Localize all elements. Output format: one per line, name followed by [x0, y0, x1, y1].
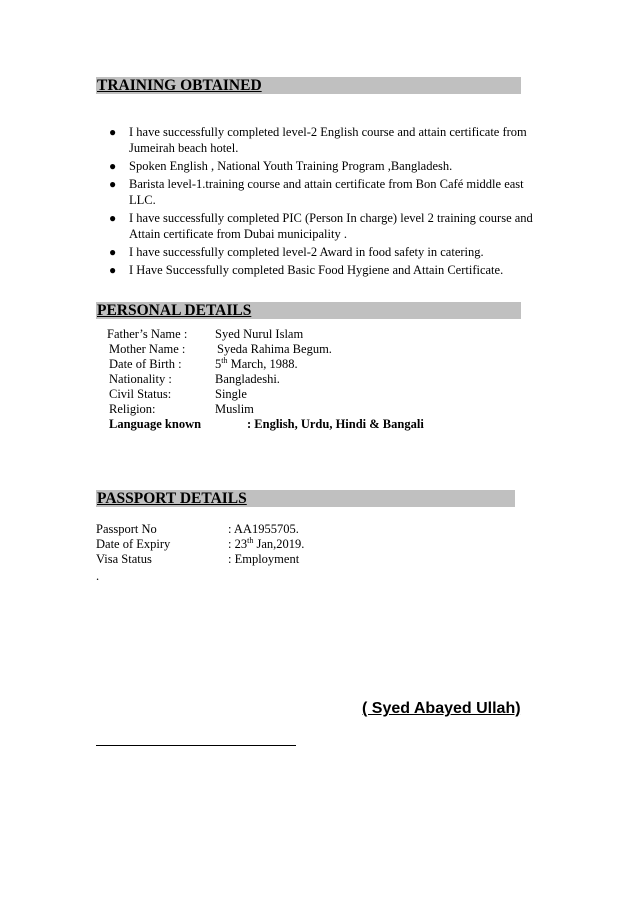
- visa-status-value: : Employment: [228, 552, 300, 566]
- list-item: ● I have successfully completed level-2 English course and attain certificate from Jumeirah beach hotel.: [109, 125, 527, 155]
- bullet-icon: ●: [109, 211, 117, 225]
- section-heading-passport: [96, 490, 515, 507]
- passport-expiry-label: Date of Expiry: [96, 537, 171, 551]
- passport-expiry-value: : 23th Jan,2019.: [228, 535, 305, 551]
- bullet-icon: ●: [109, 263, 117, 277]
- list-item: ● Barista level-1.training course and attain certificate from Bon Café middle east LLC.: [109, 177, 524, 207]
- passport-number-value: : AA1955705.: [228, 522, 299, 536]
- personal-heading-text: PERSONAL DETAILS: [97, 302, 252, 319]
- training-list: [105, 124, 545, 280]
- nationality-value: Bangladeshi.: [215, 372, 280, 386]
- list-item: ● I have successfully completed level-2 Award in food safety in catering.: [109, 245, 484, 259]
- language-value: : English, Urdu, Hindi & Bangali: [247, 417, 424, 431]
- training-heading-text: TRAINING OBTAINED: [97, 77, 262, 94]
- civil-status-value: Single: [215, 387, 247, 401]
- signature-line: [96, 745, 296, 746]
- passport-number-label: Passport No: [96, 522, 157, 536]
- bullet-icon: ●: [109, 125, 117, 139]
- bullet-icon: ●: [109, 245, 117, 259]
- list-item: ● Spoken English , National Youth Training Program ,Bangladesh.: [109, 159, 453, 173]
- fathers-name-value: Syed Nurul Islam: [215, 327, 304, 341]
- section-heading-personal: [96, 302, 521, 319]
- trailing-dot: .: [96, 569, 100, 583]
- bullet-icon: ●: [109, 159, 117, 173]
- mothers-name-value: Syeda Rahima Begum.: [217, 342, 332, 356]
- visa-status-label: Visa Status: [96, 552, 152, 566]
- list-item: ● I Have Successfully completed Basic Food Hygiene and Attain Certificate.: [109, 263, 504, 277]
- religion-value: Muslim: [215, 402, 254, 416]
- passport-heading-text: PASSPORT DETAILS: [97, 490, 247, 507]
- fathers-name-label: Father’s Name :: [107, 327, 188, 341]
- civil-status-label: Civil Status:: [109, 387, 172, 401]
- mothers-name-label: Mother Name :: [109, 342, 186, 356]
- dob-label: Date of Birth :: [109, 357, 182, 371]
- nationality-label: Nationality :: [109, 372, 172, 386]
- language-label: Language known: [109, 417, 202, 431]
- section-heading-training: [96, 77, 521, 94]
- religion-label: Religion:: [109, 402, 156, 416]
- signature-name: ( Syed Abayed Ullah): [362, 700, 521, 717]
- list-item: ● I have successfully completed PIC (Person In charge) level 2 training course and Attain certificate from Dubai municipality .: [109, 211, 533, 241]
- bullet-icon: ●: [109, 177, 117, 191]
- dob-value: 5th March, 1988.: [215, 355, 298, 371]
